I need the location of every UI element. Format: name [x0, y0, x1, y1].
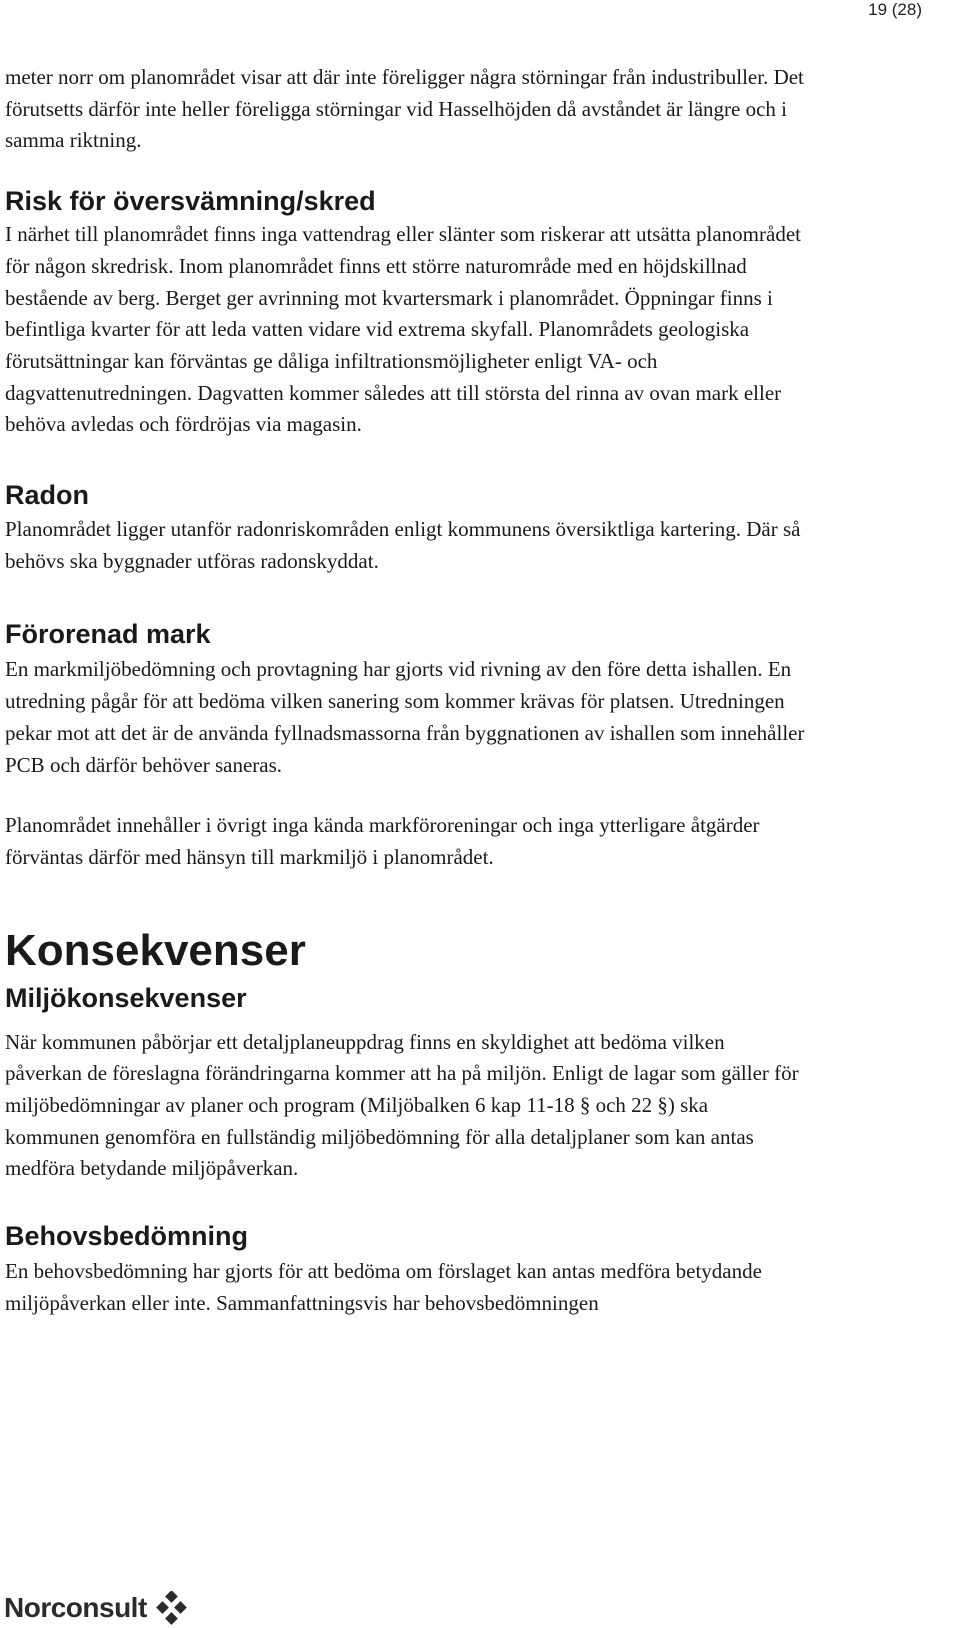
paragraph-fororenad-mark-1: En markmiljöbedömning och provtagning har gjorts vid rivning av den före detta ishallen. En utredning pågår för att bedöma vilken sanering som kommer krävas för platsen. Utredningen pekar mot att det är de använda fyllnadsmassorna från byggnationen av ishallen som innehåller PCB och därför behöver saneras. — [5, 657, 805, 777]
paragraph-behovsbedomning: En behovsbedömning har gjorts för att bedöma om förslaget kan antas medföra betydande miljöpåverkan eller inte. Sammanfattningsvis har behovsbedömningen — [5, 1259, 762, 1315]
heading-fororenad-mark: Förorenad mark — [5, 619, 211, 650]
heading-konsekvenser: Konsekvenser — [5, 925, 306, 975]
paragraph-radon: Planområdet ligger utanför radonriskområden enligt kommunens översiktliga kartering. Där så behövs ska byggnader utföras radonskyddat. — [5, 517, 801, 573]
paragraph-fororenad-mark-2: Planområdet innehåller i övrigt inga kända markföroreningar och inga ytterligare åtgärder förväntas därför med hänsyn till markmiljö i planområdet. — [5, 813, 760, 869]
heading-behovsbedomning: Behovsbedömning — [5, 1221, 249, 1252]
document-body — [5, 62, 805, 1320]
paragraph-risk: I närhet till planområdet finns inga vattendrag eller slänter som riskerar att utsätta planområdet för någon skredrisk. Inom planområdet finns ett större naturområde med en höjdskillnad bestående av berg. Berget ger avrinning mot kvartersmark i planområdet. Öppningar finns i befintliga kvarter för att leda vatten vidare vid extrema skyfall. Planområdets geologiska förutsättningar kan förväntas ge dåliga infiltrationsmöjligheter enligt VA- och dagvattenutredningen. Dagvatten kommer således att till största del rinna av ovan mark eller behöva avledas och fördröjas via magasin. — [5, 222, 801, 437]
company-logo — [4, 1590, 189, 1626]
heading-radon: Radon — [5, 480, 89, 511]
heading-miljokonsekvenser: Miljökonsekvenser — [5, 982, 247, 1013]
heading-risk: Risk för översvämning/skred — [5, 186, 376, 217]
logo-wordmark: Norconsult — [4, 1592, 147, 1623]
norconsult-diamond-icon — [155, 1591, 189, 1625]
page-number: 19 (28) — [868, 0, 922, 19]
paragraph-miljokonsekvenser: När kommunen påbörjar ett detaljplaneuppdrag finns en skyldighet att bedöma vilken påverkan de föreslagna förändringarna kommer att ha på miljön. Enligt de lagar som gäller för miljöbedömningar av planer och program (Miljöbalken 6 kap 11-18 § och 22 §) ska kommunen genomföra en fullständig miljöbedömning för alla detaljplaner som kan antas medföra betydande miljöpåverkan. — [5, 1029, 799, 1181]
paragraph-noise-continuation: meter norr om planområdet visar att där inte föreligger några störningar från industribuller. Det förutsetts därför inte heller föreligga störningar vid Hasselhöjden då avståndet är längre och i samma riktning. — [5, 65, 804, 153]
